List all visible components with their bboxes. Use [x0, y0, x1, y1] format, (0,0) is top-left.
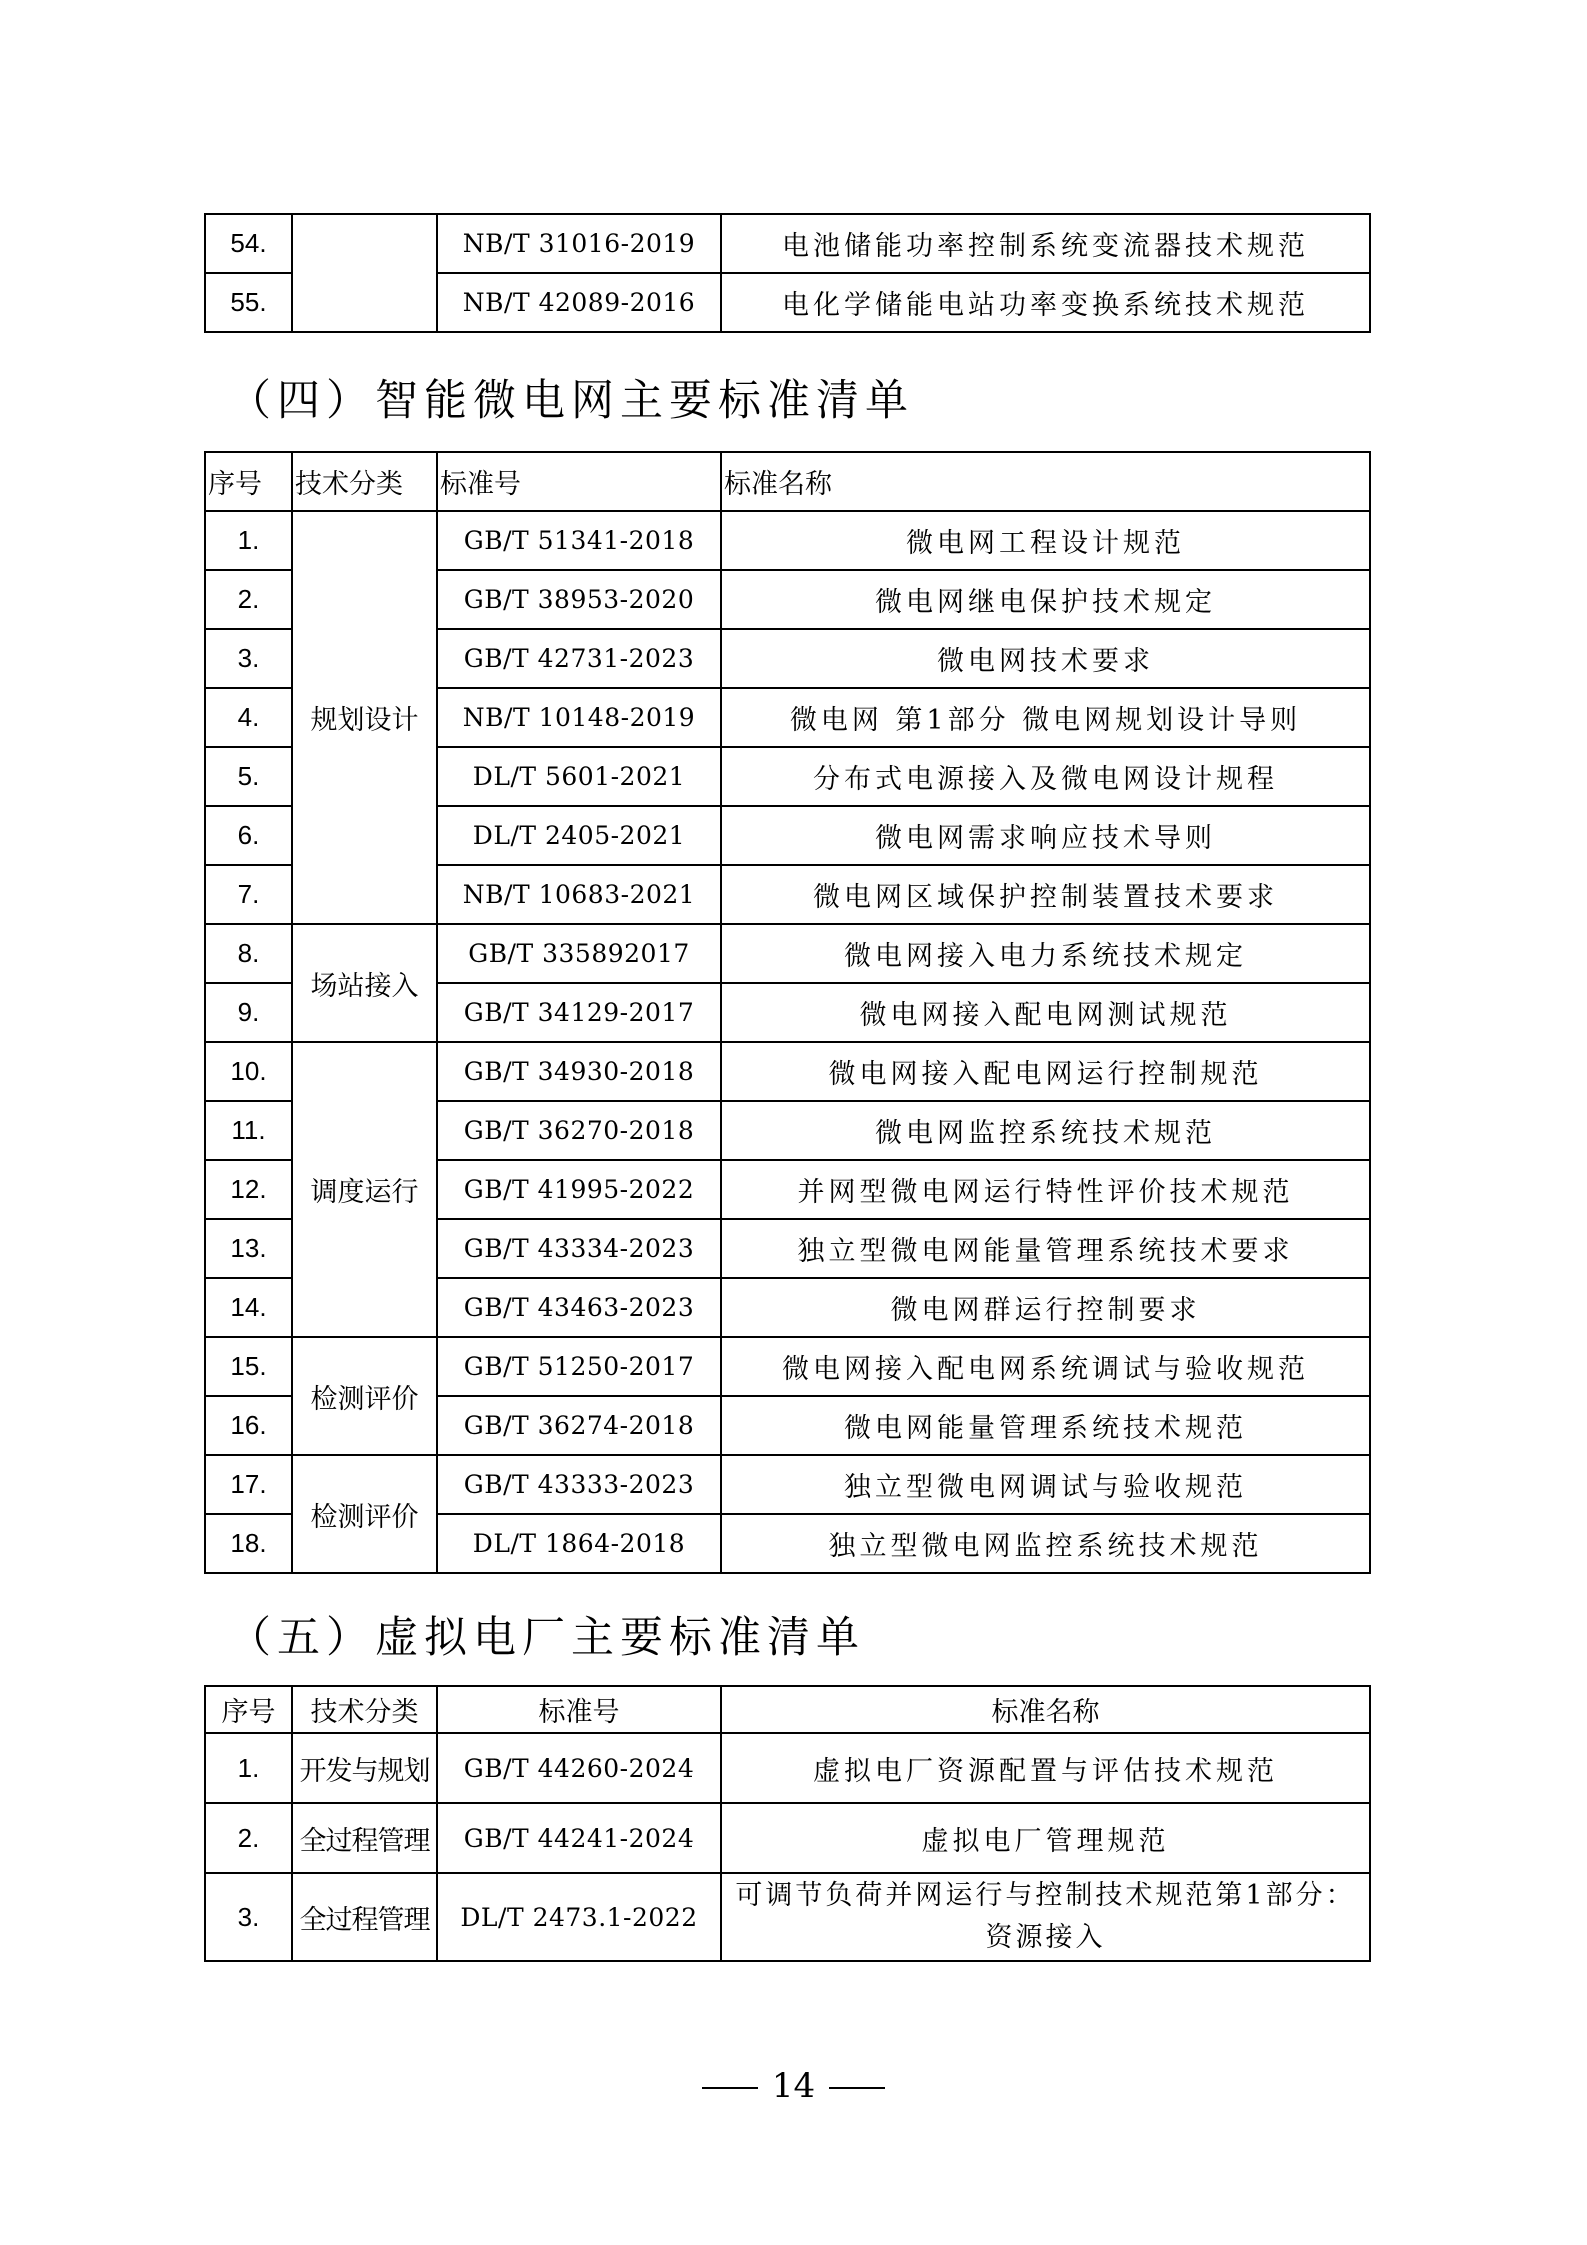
standard-code: GB/T 34129-2017	[437, 983, 721, 1042]
standard-name: 独立型微电网能量管理系统技术要求	[721, 1219, 1370, 1278]
category-cell: 场站接入	[292, 924, 437, 1042]
row-number: 8.	[205, 924, 292, 983]
standard-code: GB/T 36274-2018	[437, 1396, 721, 1455]
row-number: 6.	[205, 806, 292, 865]
row-number: 15.	[205, 1337, 292, 1396]
header-number: 序号	[205, 452, 292, 511]
standard-code: GB/T 38953-2020	[437, 570, 721, 629]
standard-code: DL/T 1864-2018	[437, 1514, 721, 1573]
row-number: 11.	[205, 1101, 292, 1160]
standard-name: 分布式电源接入及微电网设计规程	[721, 747, 1370, 806]
standard-code: GB/T 43463-2023	[437, 1278, 721, 1337]
standard-code: GB/T 41995-2022	[437, 1160, 721, 1219]
standard-name: 电化学储能电站功率变换系统技术规范	[721, 273, 1370, 332]
page-footer	[0, 2066, 1587, 2106]
category-cell: 调度运行	[292, 1042, 437, 1337]
table-row	[205, 1733, 1370, 1803]
category-cell: 全过程管理	[292, 1803, 437, 1873]
standard-code: GB/T 34930-2018	[437, 1042, 721, 1101]
header-code: 标准号	[437, 1686, 721, 1733]
category-cell: 开发与规划	[292, 1733, 437, 1803]
standard-name: 微电网技术要求	[721, 629, 1370, 688]
standard-name: 微电网区域保护控制装置技术要求	[721, 865, 1370, 924]
standard-name: 微电网接入配电网运行控制规范	[721, 1042, 1370, 1101]
table-row	[205, 1042, 1370, 1101]
standard-name: 微电网监控系统技术规范	[721, 1101, 1370, 1160]
standard-name: 虚拟电厂管理规范	[721, 1803, 1370, 1873]
header-code: 标准号	[437, 452, 721, 511]
standard-code: GB/T 44260-2024	[437, 1733, 721, 1803]
standard-name: 并网型微电网运行特性评价技术规范	[721, 1160, 1370, 1219]
row-number: 55.	[205, 273, 292, 332]
table-row	[205, 1337, 1370, 1396]
table-row	[205, 511, 1370, 570]
standard-code: NB/T 42089-2016	[437, 273, 721, 332]
category-cell: 检测评价	[292, 1337, 437, 1455]
header-category: 技术分类	[292, 452, 437, 511]
standard-code: GB/T 42731-2023	[437, 629, 721, 688]
standard-code: GB/T 335892017	[437, 924, 721, 983]
standard-name: 虚拟电厂资源配置与评估技术规范	[721, 1733, 1370, 1803]
row-number: 3.	[205, 1873, 292, 1961]
standard-name: 电池储能功率控制系统变流器技术规范	[721, 214, 1370, 273]
standard-name-line: 资源接入	[985, 1922, 1106, 1953]
row-number: 5.	[205, 747, 292, 806]
row-number: 17.	[205, 1455, 292, 1514]
table-row	[205, 1873, 1370, 1961]
standard-code: NB/T 10148-2019	[437, 688, 721, 747]
standard-name: 微电网需求响应技术导则	[721, 806, 1370, 865]
standard-code: GB/T 43334-2023	[437, 1219, 721, 1278]
standard-name: 微电网 第1部分 微电网规划设计导则	[721, 688, 1370, 747]
standard-name: 微电网工程设计规范	[721, 511, 1370, 570]
header-name: 标准名称	[721, 452, 1370, 511]
row-number: 12.	[205, 1160, 292, 1219]
row-number: 13.	[205, 1219, 292, 1278]
standard-name	[721, 1873, 1370, 1961]
row-number: 9.	[205, 983, 292, 1042]
row-number: 7.	[205, 865, 292, 924]
row-number: 3.	[205, 629, 292, 688]
standard-code: NB/T 10683-2021	[437, 865, 721, 924]
standard-code: DL/T 2473.1-2022	[437, 1873, 721, 1961]
standard-name: 微电网接入配电网测试规范	[721, 983, 1370, 1042]
row-number: 10.	[205, 1042, 292, 1101]
standard-code: GB/T 43333-2023	[437, 1455, 721, 1514]
standard-code: GB/T 51341-2018	[437, 511, 721, 570]
standard-code: GB/T 51250-2017	[437, 1337, 721, 1396]
table-row	[205, 924, 1370, 983]
row-number: 54.	[205, 214, 292, 273]
row-number: 2.	[205, 1803, 292, 1873]
category-cell: 全过程管理	[292, 1873, 437, 1961]
standard-name: 微电网能量管理系统技术规范	[721, 1396, 1370, 1455]
row-number: 16.	[205, 1396, 292, 1455]
section-heading-virtual-power-plant: （五）虚拟电厂主要标准清单	[228, 1613, 865, 1663]
table-row	[205, 214, 1370, 273]
standard-code: DL/T 2405-2021	[437, 806, 721, 865]
standard-code: NB/T 31016-2019	[437, 214, 721, 273]
table-row	[205, 1803, 1370, 1873]
standard-name: 独立型微电网监控系统技术规范	[721, 1514, 1370, 1573]
storage-standards-table-continued	[204, 213, 1371, 333]
standard-name-line: 可调节负荷并网运行与控制技术规范第1部分：	[735, 1880, 1356, 1911]
page-number: 14	[771, 2066, 816, 2106]
table-row	[205, 1455, 1370, 1514]
row-number: 1.	[205, 1733, 292, 1803]
table-header-row	[205, 1686, 1370, 1733]
section-heading-microgrid: （四）智能微电网主要标准清单	[228, 376, 914, 426]
standard-code: GB/T 36270-2018	[437, 1101, 721, 1160]
footer-dash-left	[702, 2087, 758, 2089]
header-name: 标准名称	[721, 1686, 1370, 1733]
standard-code: DL/T 5601-2021	[437, 747, 721, 806]
standard-name: 微电网群运行控制要求	[721, 1278, 1370, 1337]
standard-name: 微电网继电保护技术规定	[721, 570, 1370, 629]
header-category: 技术分类	[292, 1686, 437, 1733]
virtual-power-plant-standards-table	[204, 1685, 1371, 1962]
standard-name: 独立型微电网调试与验收规范	[721, 1455, 1370, 1514]
category-cell: 检测评价	[292, 1455, 437, 1573]
category-cell: 规划设计	[292, 511, 437, 924]
row-number: 4.	[205, 688, 292, 747]
row-number: 1.	[205, 511, 292, 570]
header-number: 序号	[205, 1686, 292, 1733]
table-header-row	[205, 452, 1370, 511]
category-cell-empty	[292, 214, 437, 332]
footer-dash-right	[829, 2087, 885, 2089]
microgrid-standards-table	[204, 451, 1371, 1574]
row-number: 2.	[205, 570, 292, 629]
standard-code: GB/T 44241-2024	[437, 1803, 721, 1873]
row-number: 18.	[205, 1514, 292, 1573]
standard-name: 微电网接入配电网系统调试与验收规范	[721, 1337, 1370, 1396]
standard-name: 微电网接入电力系统技术规定	[721, 924, 1370, 983]
row-number: 14.	[205, 1278, 292, 1337]
